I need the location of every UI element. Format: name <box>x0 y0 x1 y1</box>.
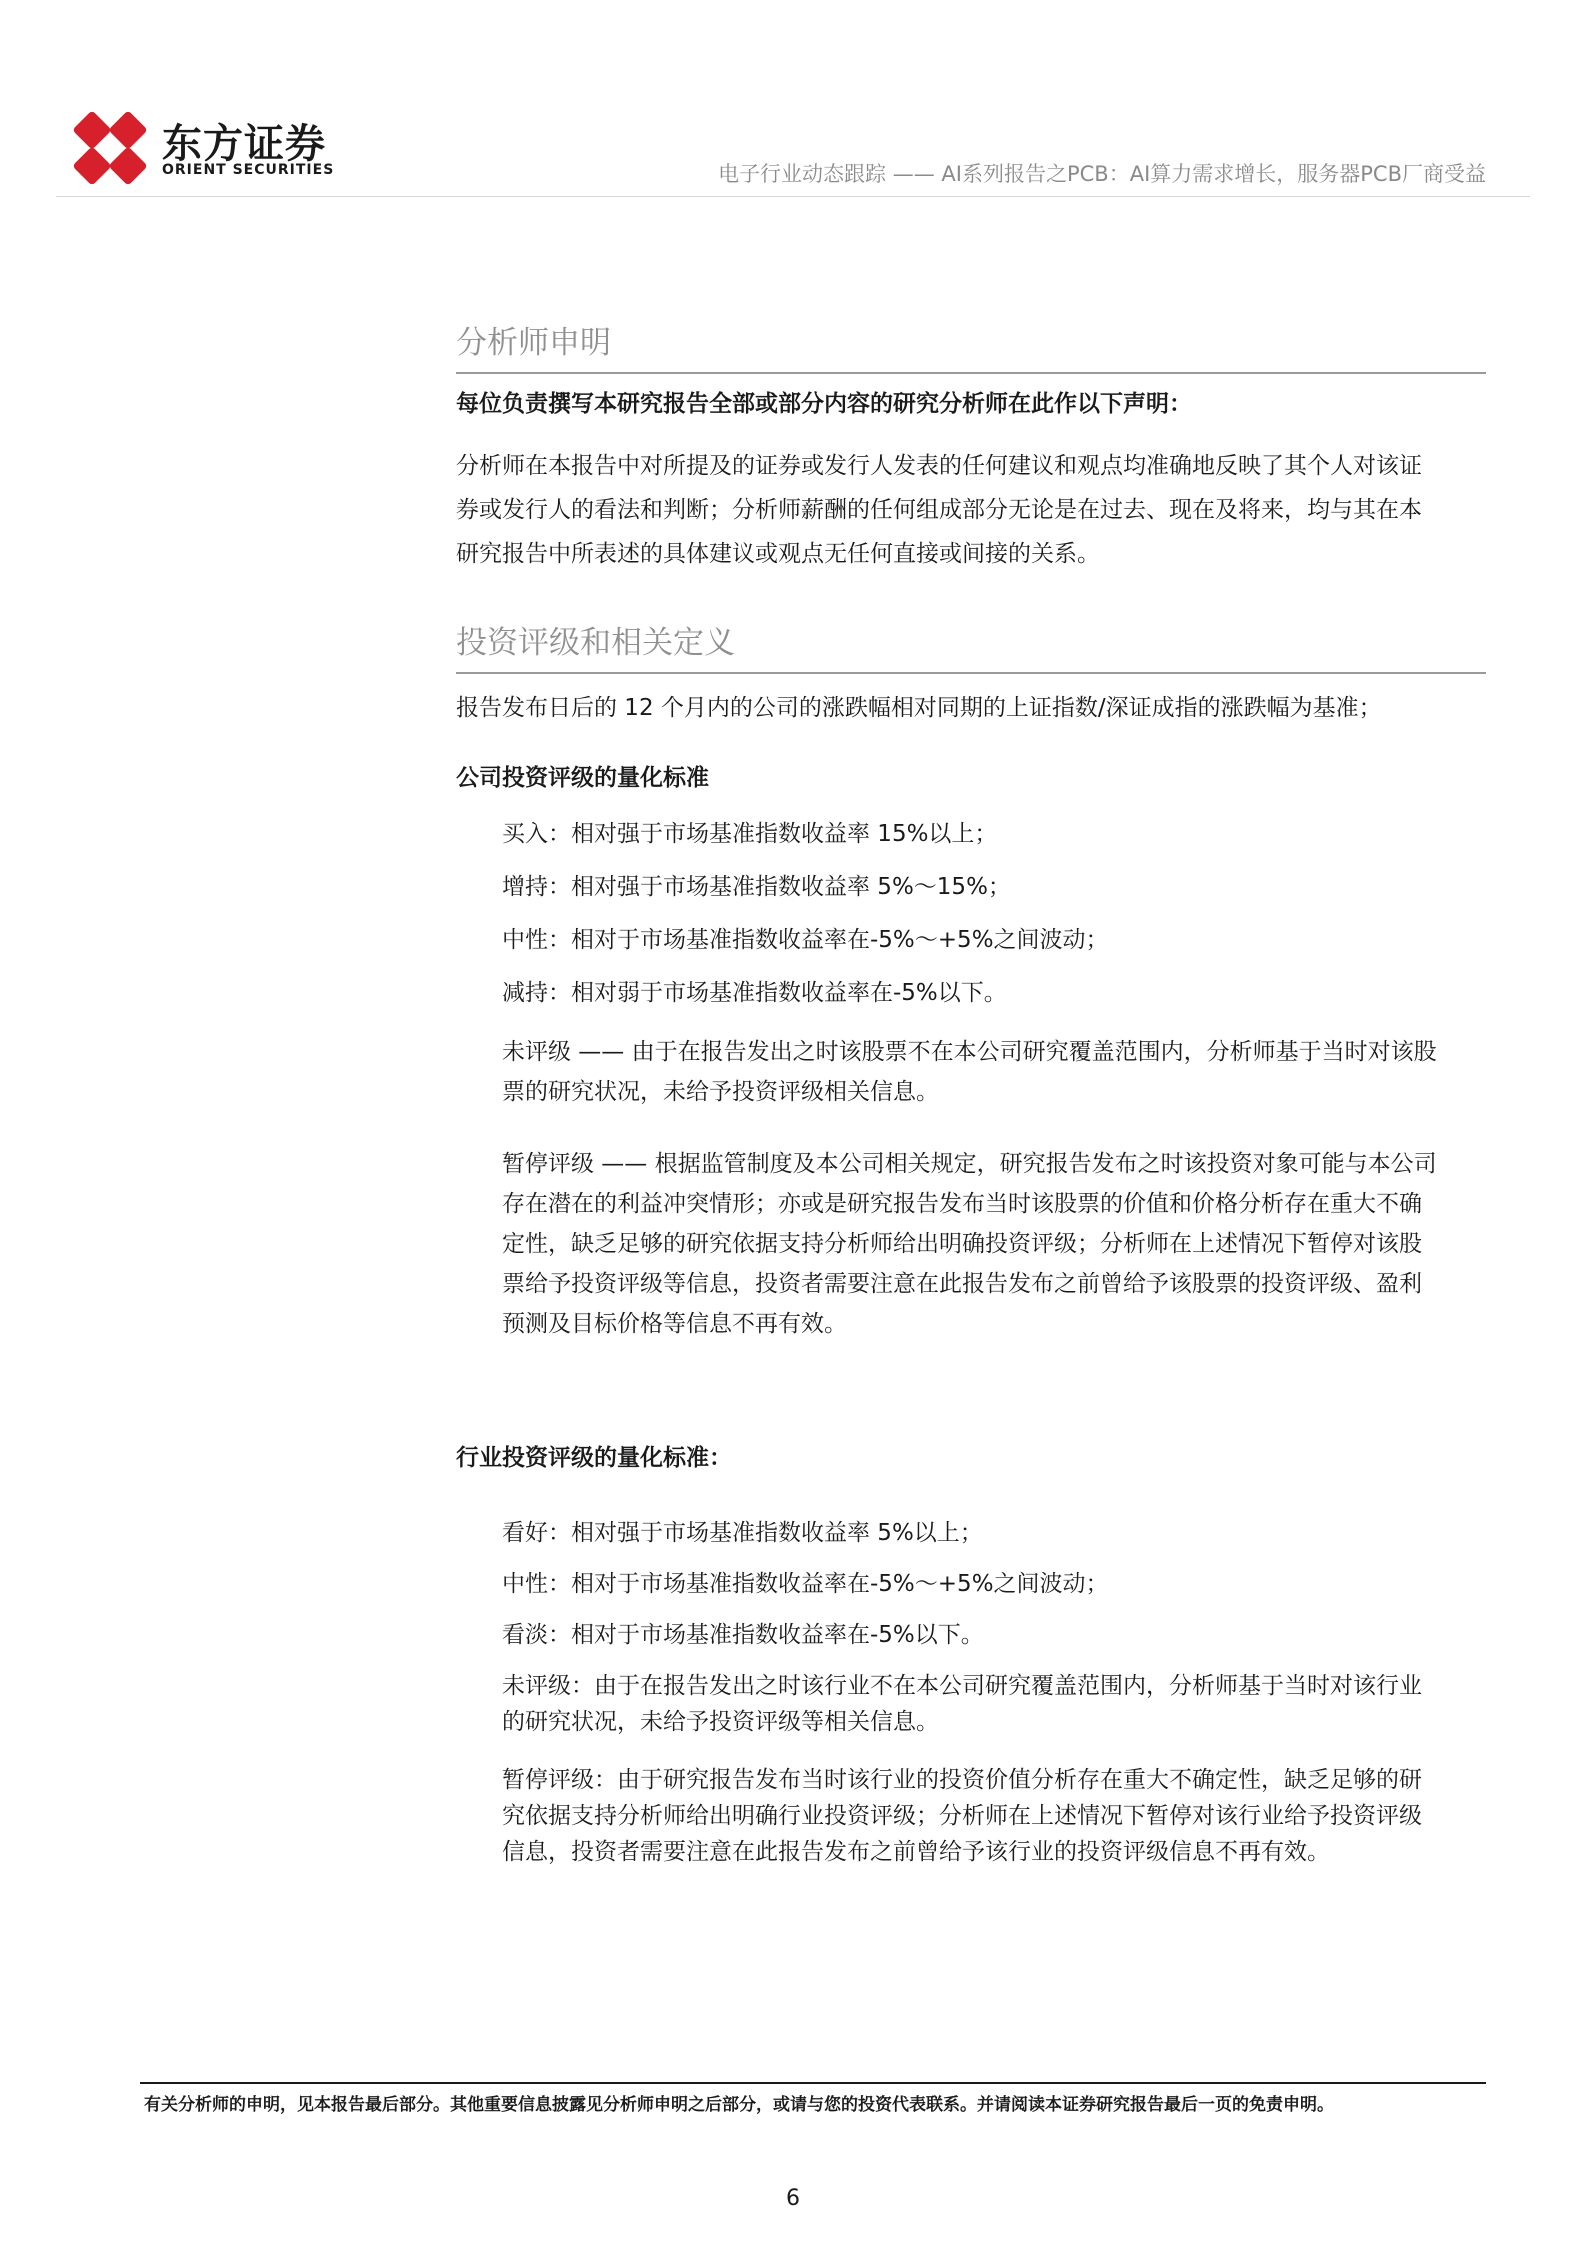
list-item: 买入：相对强于市场基准指数收益率 15%以上； <box>502 821 998 847</box>
footer-disclaimer: 有关分析师的申明，见本报告最后部分。其他重要信息披露见分析师申明之后部分，或请与您的投资代表联系。并请阅读本证券研究报告最后一页的免责申明。 <box>144 2095 1334 2115</box>
text-line: 预测及目标价格等信息不再有效。 <box>502 1311 847 1337</box>
list-item: 看好：相对强于市场基准指数收益率 5%以上； <box>502 1520 983 1546</box>
analyst-declaration-heading: 分析师申明 <box>456 322 1486 374</box>
text-line: 究依据支持分析师给出明确行业投资评级；分析师在上述情况下暂停对该行业给予投资评级 <box>502 1803 1422 1829</box>
header-divider <box>56 196 1530 197</box>
logo-english-name: ORIENT SECURITIES <box>162 162 335 178</box>
rating-intro: 报告发布日后的 12 个月内的公司的涨跌幅相对同期的上证指数/深证成指的涨跌幅为基准； <box>456 695 1382 721</box>
logo-chinese-name: 东方证券 <box>162 121 326 167</box>
analyst-declaration-body <box>456 444 1486 576</box>
footer-divider <box>140 2082 1486 2084</box>
text-line: 的研究状况，未给予投资评级等相关信息。 <box>502 1709 939 1735</box>
text-line: 信息，投资者需要注意在此报告发布之前曾给予该行业的投资评级信息不再有效。 <box>502 1839 1330 1865</box>
page-number: 6 <box>786 2186 800 2211</box>
analyst-declaration-lead: 每位负责撰写本研究报告全部或部分内容的研究分析师在此作以下声明： <box>456 391 1192 417</box>
industry-suspended <box>502 1762 1486 1870</box>
industry-rating-list <box>502 1508 1486 1661</box>
company-logo <box>70 108 360 188</box>
company-rating-list <box>502 808 1486 1020</box>
text-line: 票给予投资评级等信息，投资者需要注意在此报告发布之前曾给予该股票的投资评级、盈利 <box>502 1271 1422 1297</box>
text-line: 研究报告中所表述的具体建议或观点无任何直接或间接的关系。 <box>456 541 1100 567</box>
text-line: 存在潜在的利益冲突情形；亦或是研究报告发布当时该股票的价值和价格分析存在重大不确 <box>502 1191 1422 1217</box>
industry-unrated <box>502 1668 1486 1740</box>
text-line: 券或发行人的看法和判断；分析师薪酬的任何组成部分无论是在过去、现在及将来，均与其在本 <box>456 497 1422 523</box>
list-item: 增持：相对强于市场基准指数收益率 5%～15%； <box>502 874 1011 900</box>
text-line: 分析师在本报告中对所提及的证券或发行人发表的任何建议和观点均准确地反映了其个人对该证 <box>456 453 1422 479</box>
logo-mark-icon <box>70 108 150 188</box>
text-line: 定性，缺乏足够的研究依据支持分析师给出明确投资评级；分析师在上述情况下暂停对该股 <box>502 1231 1422 1257</box>
company-rating-title: 公司投资评级的量化标准 <box>456 765 709 791</box>
text-line: 未评级 —— 由于在报告发出之时该股票不在本公司研究覆盖范围内，分析师基于当时对该股 <box>502 1039 1437 1065</box>
company-unrated <box>502 1032 1486 1112</box>
text-line: 未评级：由于在报告发出之时该行业不在本公司研究覆盖范围内，分析师基于当时对该行业 <box>502 1673 1422 1699</box>
company-suspended <box>502 1144 1486 1344</box>
text-line: 暂停评级 —— 根据监管制度及本公司相关规定，研究报告发布之时该投资对象可能与本公司 <box>502 1151 1437 1177</box>
list-item: 减持：相对弱于市场基准指数收益率在-5%以下。 <box>502 980 1007 1006</box>
text-line: 暂停评级：由于研究报告发布当时该行业的投资价值分析存在重大不确定性，缺乏足够的研 <box>502 1767 1422 1793</box>
industry-rating-title: 行业投资评级的量化标准： <box>456 1445 732 1471</box>
list-item: 中性：相对于市场基准指数收益率在-5%～+5%之间波动； <box>502 1571 1109 1597</box>
list-item: 中性：相对于市场基准指数收益率在-5%～+5%之间波动； <box>502 927 1109 953</box>
rating-definitions-heading: 投资评级和相关定义 <box>456 622 1486 674</box>
text-line: 票的研究状况，未给予投资评级相关信息。 <box>502 1079 939 1105</box>
report-title: 电子行业动态跟踪 —— AI系列报告之PCB：AI算力需求增长，服务器PCB厂商受益 <box>718 162 1486 186</box>
list-item: 看淡：相对于市场基准指数收益率在-5%以下。 <box>502 1622 984 1648</box>
